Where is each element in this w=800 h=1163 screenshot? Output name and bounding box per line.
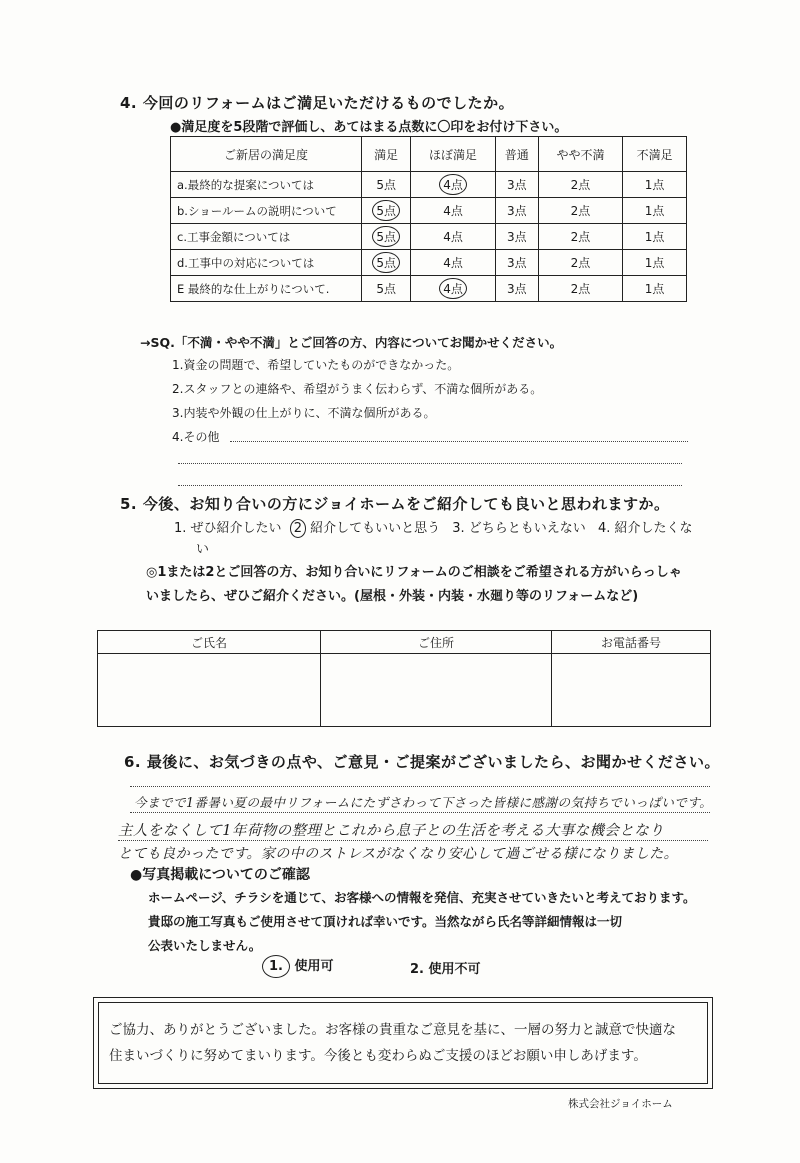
score-cell[interactable]: 1点 — [623, 276, 687, 302]
score-cell[interactable]: 3点 — [495, 276, 538, 302]
score-cell[interactable]: 5点 — [362, 276, 411, 302]
q4-instruction: ●満足度を5段階で評価し、あてはまる点数に〇印をお付け下さい。 — [170, 120, 568, 135]
q5-note-line2: いましたら、ぜひご紹介ください。(屋根・外装・内装・水廻り等のリフォームなど) — [146, 589, 639, 604]
header-dissatisfied: 不満足 — [623, 137, 687, 172]
phone-field[interactable] — [552, 654, 711, 727]
circled-mark: 5点 — [372, 252, 400, 273]
row-label: d.工事中の対応については — [171, 250, 362, 276]
score-cell[interactable]: 2点 — [538, 172, 622, 198]
contact-input-row — [98, 654, 711, 727]
sq-option-2[interactable]: 2.スタッフとの連絡や、希望がうまく伝わらず、不満な個所がある。 — [172, 382, 543, 396]
other-answer-line[interactable] — [230, 441, 688, 442]
q4-title: 4. 今回のリフォームはご満足いただけるものでしたか。 — [120, 94, 515, 112]
q5-option-2-number[interactable]: 2 — [290, 519, 306, 538]
score-cell[interactable] — [411, 276, 495, 302]
table-row — [171, 224, 687, 250]
score-cell[interactable]: 3点 — [495, 198, 538, 224]
score-cell[interactable]: 3点 — [495, 250, 538, 276]
score-cell[interactable] — [411, 172, 495, 198]
score-cell[interactable] — [362, 224, 411, 250]
closing-line1: ご協力、ありがとうございました。お客様の貴重なご意見を基に、一層の努力と誠意で快適な — [109, 1022, 676, 1038]
photo-line2: 貴邸の施工写真もご使用させて頂ければ幸いです。当然ながら氏名等詳細情報は一切 — [148, 914, 623, 929]
satisfaction-header-row — [171, 137, 687, 172]
score-cell[interactable]: 3点 — [495, 172, 538, 198]
score-cell[interactable]: 2点 — [538, 198, 622, 224]
table-row — [171, 276, 687, 302]
score-cell[interactable]: 1点 — [623, 172, 687, 198]
row-label: E 最終的な仕上がりについて. — [171, 276, 362, 302]
score-cell[interactable]: 1点 — [623, 198, 687, 224]
row-label: b.ショールームの説明について — [171, 198, 362, 224]
photo-line3: 公表いたしません。 — [148, 938, 262, 953]
header-name: ご氏名 — [98, 631, 321, 654]
row-label: a.最終的な提案については — [171, 172, 362, 198]
score-cell[interactable]: 1点 — [623, 250, 687, 276]
other-answer-line[interactable] — [178, 463, 682, 464]
score-cell[interactable]: 2点 — [538, 276, 622, 302]
photo-option-1[interactable] — [262, 955, 334, 978]
score-cell[interactable]: 4点 — [411, 198, 495, 224]
sq-title: →SQ.「不満・やや不満」とご回答の方、内容についてお聞かせください。 — [140, 335, 563, 350]
referral-contact-table — [97, 630, 711, 727]
other-answer-line[interactable] — [178, 485, 682, 486]
comment-line — [118, 840, 708, 841]
table-row — [171, 250, 687, 276]
q5-option-4-cont: い — [196, 542, 210, 557]
circled-mark: 4点 — [439, 174, 467, 195]
header-somewhat-dissatisfied: やや不満 — [538, 137, 622, 172]
satisfaction-table — [170, 136, 687, 302]
header-address: ご住所 — [321, 631, 552, 654]
closing-line2: 住まいづくりに努めてまいります。今後とも変わらぬご支援のほどお願い申しあげます。 — [109, 1048, 647, 1064]
header-phone: お電話番号 — [552, 631, 711, 654]
score-cell[interactable]: 1点 — [623, 224, 687, 250]
sq-option-3[interactable]: 3.内装や外観の仕上がりに、不満な個所がある。 — [172, 406, 436, 420]
photo-option-2[interactable]: 2. 使用不可 — [410, 962, 481, 977]
table-row — [171, 198, 687, 224]
score-cell[interactable]: 5点 — [362, 172, 411, 198]
sq-option-4[interactable]: 4.その他 — [172, 430, 220, 444]
handwritten-comment-line2[interactable]: 主人をなくして1年荷物の整理とこれから息子との生活を考える大事な機会となり — [118, 823, 665, 839]
q6-title: 6. 最後に、お気づきの点や、ご意見・ご提案がございましたら、お聞かせください。 — [124, 753, 721, 771]
q5-option-4[interactable]: 4. 紹介したくな — [597, 521, 693, 536]
q5-title: 5. 今後、お知り合いの方にジョイホームをご紹介しても良いと思われますか。 — [120, 495, 670, 513]
row-label: c.工事金額については — [171, 224, 362, 250]
header-category: ご新居の満足度 — [171, 137, 362, 172]
circled-mark: 5点 — [372, 226, 400, 247]
score-cell[interactable] — [362, 198, 411, 224]
photo-option-1-label: 使用可 — [294, 959, 334, 974]
score-cell[interactable]: 3点 — [495, 224, 538, 250]
q5-note-line1: ◎1または2とご回答の方、お知り合いにリフォームのご相談をご希望される方がいらっしゃ — [146, 565, 682, 580]
q5-option-3[interactable]: 3. どちらともいえない — [452, 521, 586, 536]
photo-title: ●写真掲載についてのご確認 — [130, 867, 310, 883]
score-cell[interactable]: 4点 — [411, 224, 495, 250]
q5-options — [174, 517, 693, 538]
score-cell[interactable]: 2点 — [538, 250, 622, 276]
closing-message-box — [93, 997, 713, 1089]
q5-option-2[interactable]: 紹介してもいいと思う — [310, 521, 441, 536]
photo-option-1-number: 1. — [262, 955, 290, 978]
comment-line — [130, 812, 710, 813]
address-field[interactable] — [321, 654, 552, 727]
score-cell[interactable] — [362, 250, 411, 276]
circled-mark: 5点 — [372, 200, 400, 221]
handwritten-comment-line1[interactable]: 今までで1番暑い夏の最中リフォームにたずさわって下さった皆様に感謝の気持ちでいっぱいです。 — [134, 795, 713, 810]
header-satisfied: 満足 — [362, 137, 411, 172]
handwritten-comment-line3[interactable]: とても良かったです。家の中のストレスがなくなり安心して過ごせる様になりました。 — [118, 846, 679, 862]
table-row — [171, 172, 687, 198]
header-mostly-satisfied: ほぼ満足 — [411, 137, 495, 172]
score-cell[interactable]: 4点 — [411, 250, 495, 276]
closing-message-inner — [98, 1002, 708, 1084]
contact-header-row — [98, 631, 711, 654]
sq-option-1[interactable]: 1.資金の問題で、希望していたものができなかった。 — [172, 358, 460, 372]
name-field[interactable] — [98, 654, 321, 727]
company-name: 株式会社ジョイホーム — [568, 1098, 673, 1110]
circled-mark: 4点 — [439, 278, 467, 299]
photo-line1: ホームページ、チラシを通じて、お客様への情報を発信、充実させていきたいと考えております。 — [148, 890, 696, 905]
header-neutral: 普通 — [495, 137, 538, 172]
q5-option-1[interactable]: 1. ぜひ紹介したい — [174, 521, 282, 536]
comment-line — [130, 786, 710, 787]
score-cell[interactable]: 2点 — [538, 224, 622, 250]
